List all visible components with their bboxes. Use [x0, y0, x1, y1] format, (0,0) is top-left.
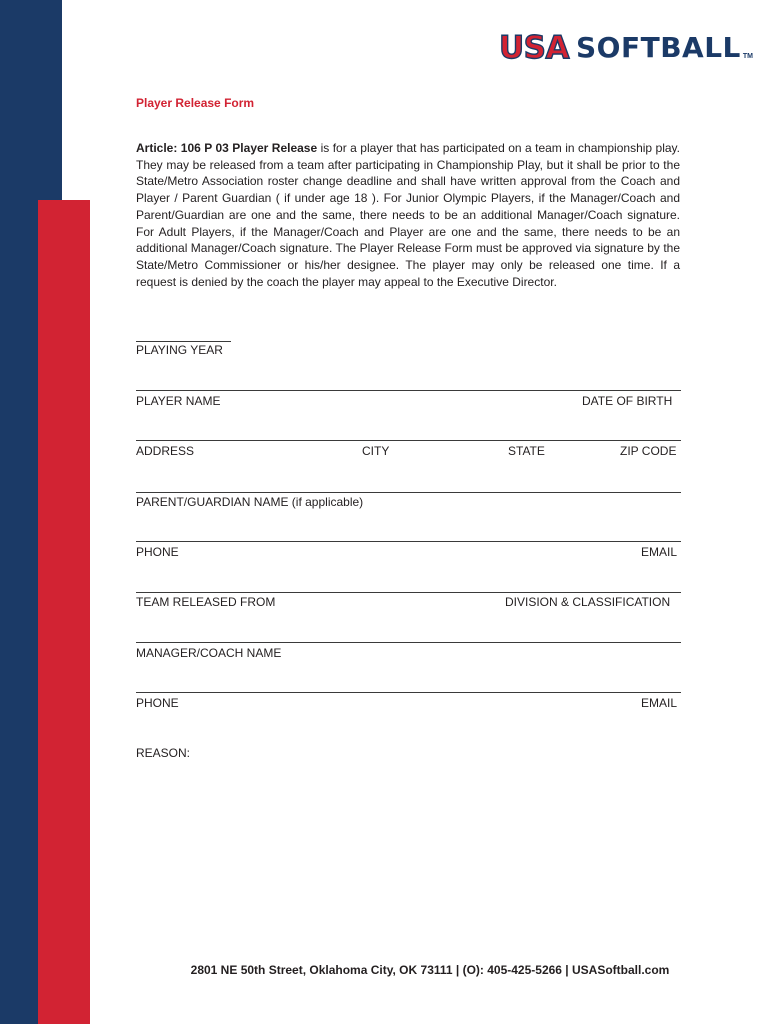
playing-year-line[interactable]	[136, 341, 231, 342]
manager-coach-name-label: MANAGER/COACH NAME	[136, 646, 282, 660]
city-label: CITY	[362, 444, 390, 458]
team-released-line[interactable]	[136, 592, 681, 593]
footer-address: 2801 NE 50th Street, Oklahoma City, OK 73111 | (O): 405-425-5266 | USASoftball.com	[190, 963, 670, 977]
article-heading: Article: 106 P 03 Player Release	[136, 141, 318, 155]
phone-email-line[interactable]	[136, 541, 681, 542]
team-released-from-label: TEAM RELEASED FROM	[136, 595, 276, 609]
form-title: Player Release Form	[136, 96, 255, 110]
article-body: is for a player that has participated on a team in championship play. They may be released from a team after participating in Championship Play, but it shall be prior to the State/Metro Association roster change deadline and shall have written approval from the Coach and Player / Parent Guardian ( if under age 18 ). For Junior Olympic Players, if the Manager/Coach and Parent/Guardian are one and the same, there needs to be an additional Manager/Coach signature. For Adult Players, if the Manager/Coach and Player are one and the same, there needs to be an additional Manager/Coach signature. The Player Release Form must be approved via signature by the State/Metro Commissioner or his/her designee. The player may only be released one time. If a request is denied by the coach the player may appeal to the Executive Director.	[136, 141, 680, 289]
coach-phone-label: PHONE	[136, 696, 179, 710]
phone-label: PHONE	[136, 545, 179, 559]
manager-coach-line[interactable]	[136, 642, 681, 643]
player-name-line[interactable]	[136, 390, 681, 391]
state-label: STATE	[508, 444, 545, 458]
logo-trademark: TM	[742, 53, 753, 60]
parent-guardian-label: PARENT/GUARDIAN NAME (if applicable)	[136, 495, 364, 509]
zip-code-label: ZIP CODE	[620, 444, 677, 458]
coach-phone-email-line[interactable]	[136, 692, 681, 693]
reason-label: REASON:	[136, 746, 191, 760]
usa-softball-logo	[499, 28, 753, 64]
email-label: EMAIL	[641, 545, 678, 559]
player-name-label: PLAYER NAME	[136, 394, 221, 408]
playing-year-label: PLAYING YEAR	[136, 343, 223, 357]
address-line[interactable]	[136, 440, 681, 441]
parent-guardian-line[interactable]	[136, 492, 681, 493]
division-classification-label: DIVISION & CLASSIFICATION	[505, 595, 671, 609]
left-red-stripe	[38, 200, 90, 1024]
logo-softball-text: SOFTBALL	[576, 31, 741, 64]
logo-usa-text: USA	[499, 30, 569, 66]
date-of-birth-label: DATE OF BIRTH	[582, 394, 673, 408]
article-paragraph	[136, 140, 680, 290]
coach-email-label: EMAIL	[641, 696, 678, 710]
address-label: ADDRESS	[136, 444, 195, 458]
